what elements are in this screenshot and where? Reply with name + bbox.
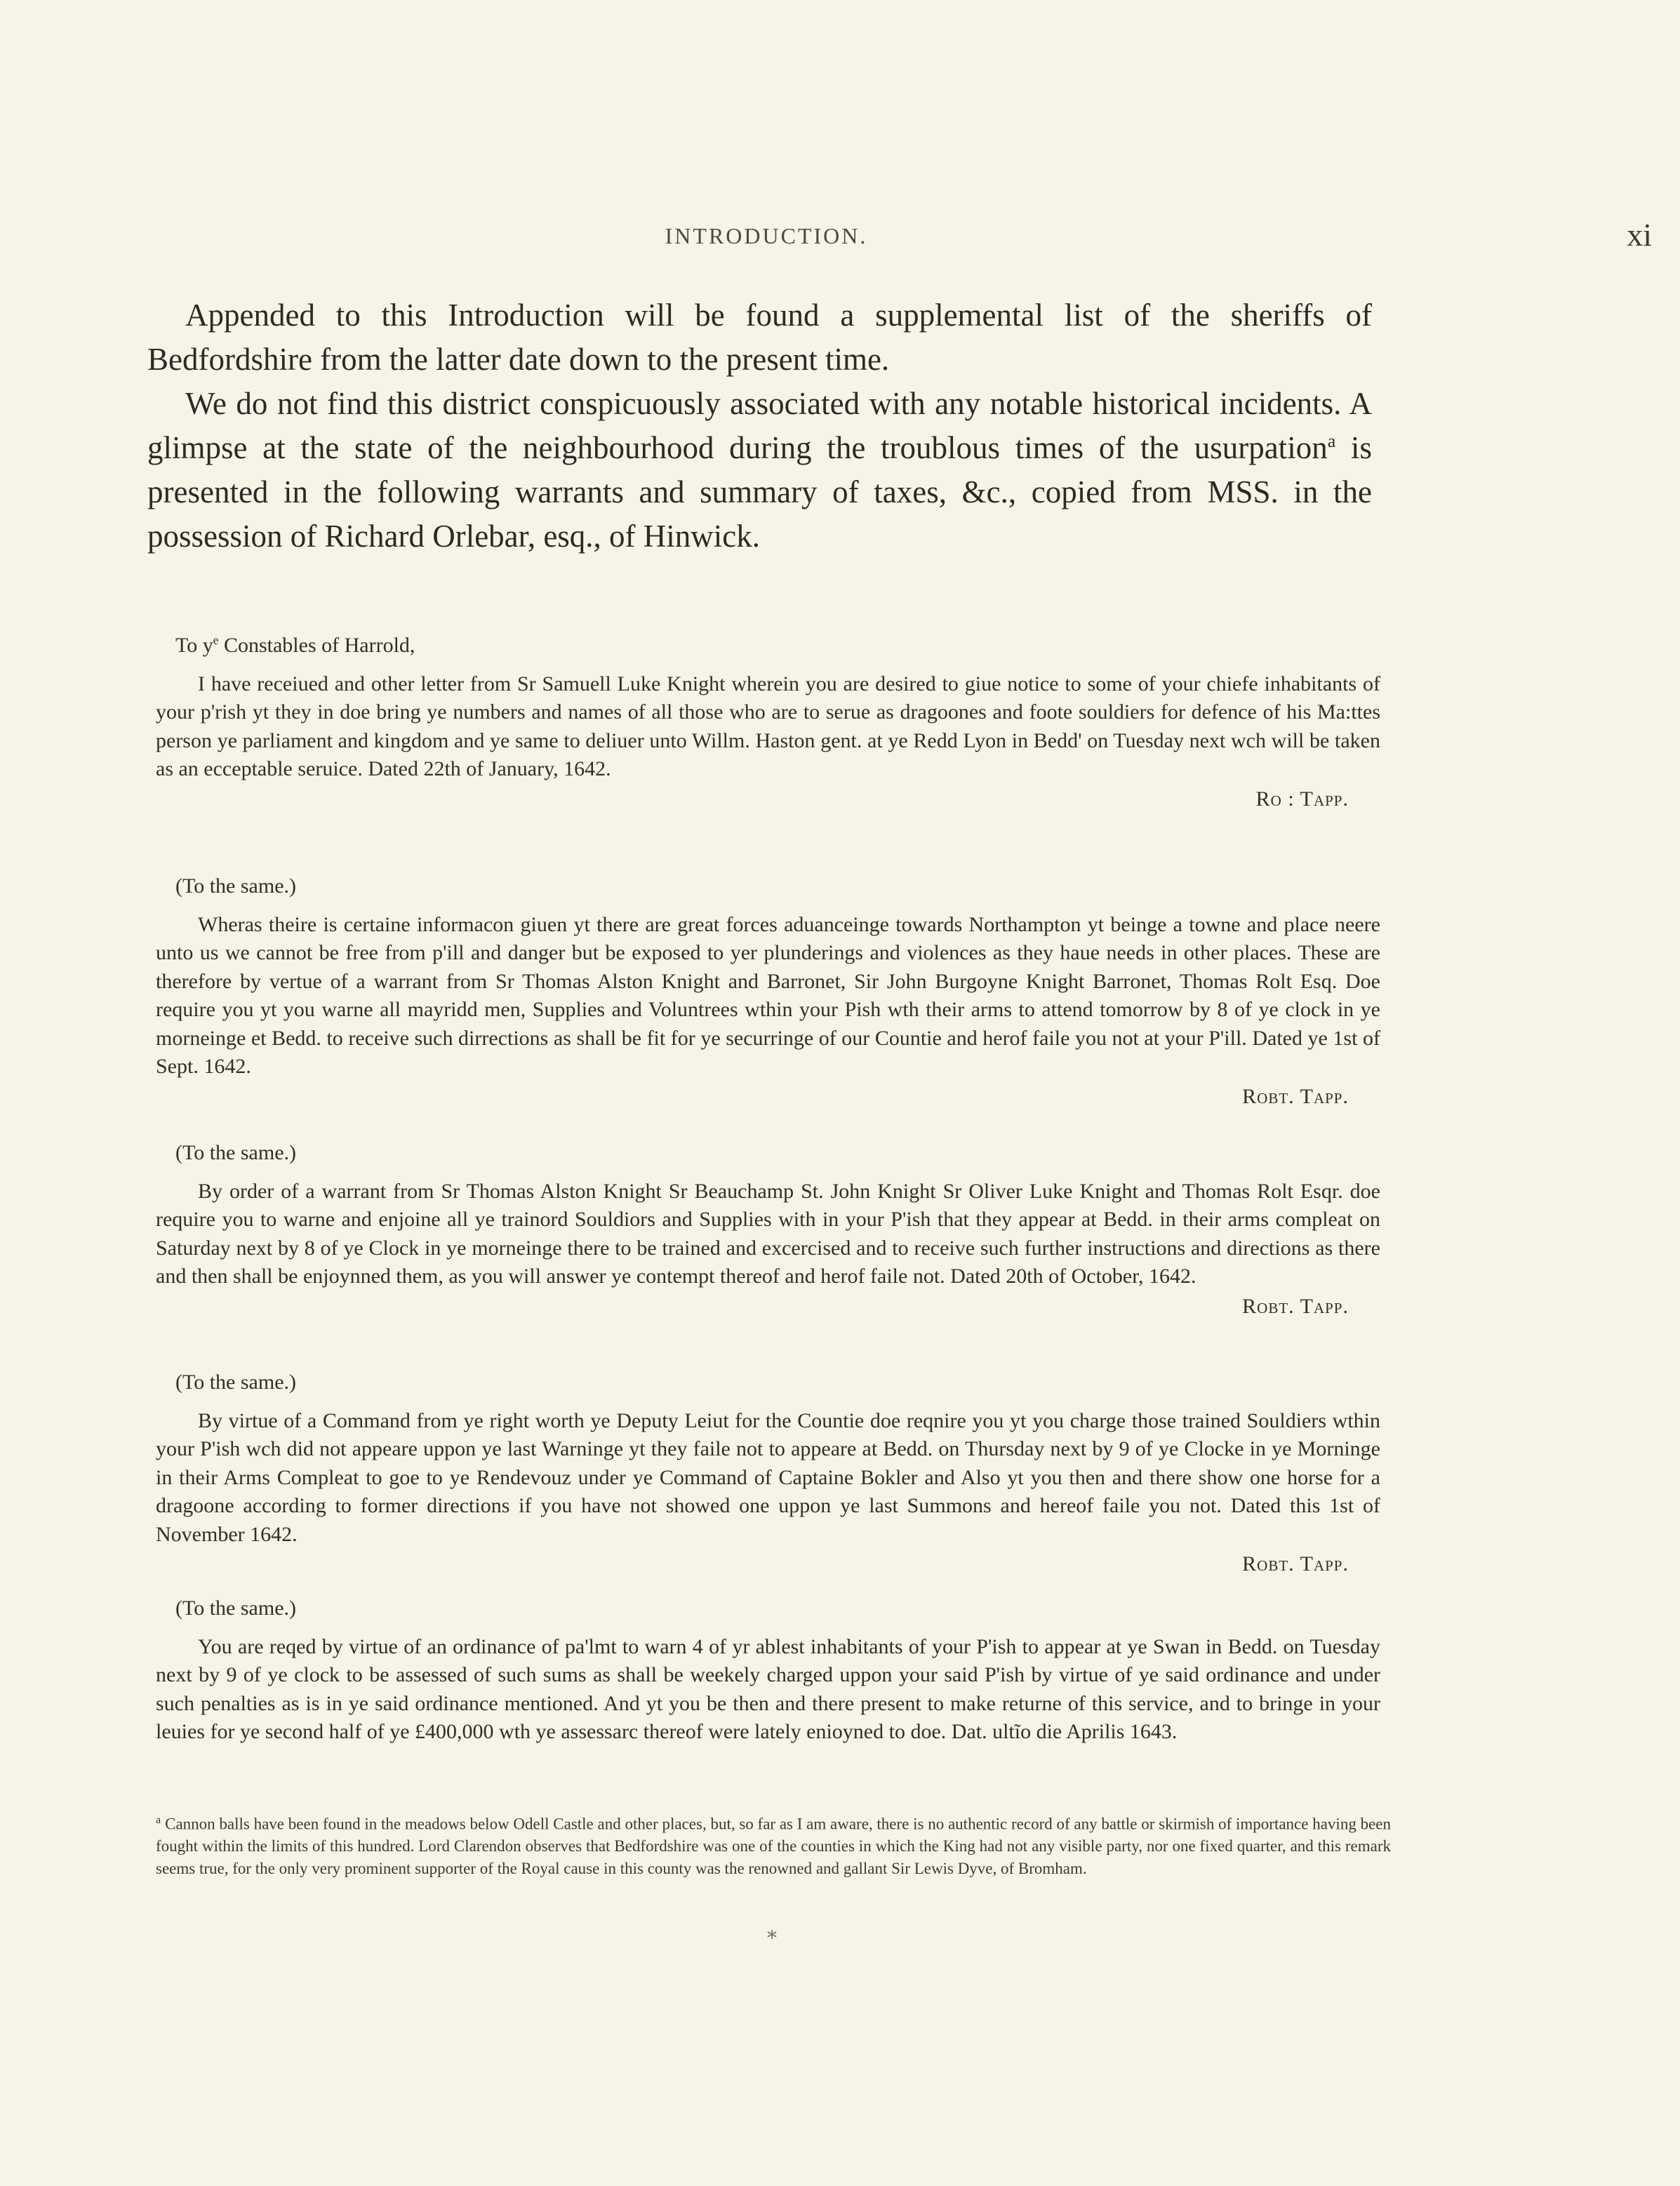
footnote-text: Cannon balls have been found in the meadows below Odell Castle and other places, but, so far as I am aware, there is no authentic record of any battle or skirmish of importance having been fought within the limits of this hundred. Lord Clarendon observes that Bedfordshire was one of the counties in which the King had not any visible party, nor one fixed quarter, and this remark seems true, for the only very prominent supporter of the Royal cause in this county was the renowned and gallant Sir Lewis Dyve, of Bromham.: [156, 1815, 1391, 1877]
warrant-5-text: You are reqed by virtue of an ordinance of pa'lmt to warn 4 of yr ablest inhabitants of your P'ish to appear at ye Swan in Bedd. on Tuesday next by 9 of ye clock to be assessed of such sums as shall be weekely charged uppon your said P'ish by virtue of ye said ordinance and under such penalties as is in ye said ordinance mentioned. And yt you be then and there present to make returne of this service, and to bringe in your leuies for ye second half of ye £400,000 wth ye assessarc thereof were lately enioyned to doe. Dat. ultĩo die Aprilis 1643.: [156, 1634, 1380, 1743]
page-number: xi: [1627, 217, 1652, 253]
intro-paragraph-2-text-a: We do not find this district conspicuously associated with any notable historical incidents. A glimpse at the state of the neighbourhood during the troublous times of the usurpation: [147, 386, 1372, 465]
warrant-5-heading: (To the same.): [175, 1597, 297, 1620]
footnote: [156, 1809, 1391, 1879]
warrant-1-heading-sup: e: [213, 633, 219, 647]
warrant-4-text: By virtue of a Command from ye right worth ye Deputy Leiut for the Countie doe reqnire you yt you charge those trained Souldiers wthin your P'ish wch did not appeare uppon ye last Warninge yt they faile not to appeare at Bedd. on Thursday next by 9 of ye Clocke in ye Morninge in their Arms Compleat to goe to ye Rendevouz under ye Command of Captaine Bokler and Also yt you then and there show one horse for a dragoone according to former directions if you have not showed one uppon ye last Summons and hereof faile you not. Dated this 1st of November 1642.: [156, 1408, 1380, 1546]
running-title: INTRODUCTION.: [665, 223, 868, 248]
warrant-2-heading: (To the same.): [175, 874, 297, 898]
warrant-2: [156, 872, 1380, 1111]
warrant-3-text: By order of a warrant from Sr Thomas Alston Knight Sr Beauchamp St. John Knight Sr Oliver Luke Knight and Thomas Rolt Esqr. doe require you to warne and enjoine all ye trainord Souldiors and Supplies with in your P'ish that they appear at Bedd. in their arms compleat on Saturday next by 8 of ye Clock in ye morneinge there to be trained and excercised and to receive such further instructions and directions as there and then shall be enjoynned them, as you will answer ye contempt thereof and herof faile not. Dated 20th of October, 1642.: [156, 1179, 1380, 1288]
warrant-4-signature: Robt. Tapp.: [1242, 1552, 1349, 1575]
footnote-reference: a: [1327, 431, 1336, 451]
warrant-1: [156, 632, 1380, 813]
signature-mark: *: [767, 1926, 777, 1950]
warrant-4-heading: (To the same.): [175, 1371, 297, 1394]
intro-paragraph-1-text: Appended to this Introduction will be found a supplemental list of the sheriffs of Bedfordshire from the latter date down to the present time.: [147, 298, 1372, 377]
footnote-mark: a: [156, 1814, 161, 1826]
warrant-1-heading-a: To y: [175, 634, 213, 657]
warrant-4: [156, 1368, 1380, 1579]
warrant-1-text: I have receiued and other letter from Sr Samuell Luke Knight wherein you are desired to giue notice to some of your chiefe inhabitants of your p'rish yt they in doe bring ye numbers and names of all those who are to serue as dragoones and foote souldiers for defence of his Ma:ttes person ye parliament and kingdom and ye same to deliuer unto Willm. Haston gent. at ye Redd Lyon in Bedd' on Tuesday next wch will be taken as an ecceptable seruice. Dated 22th of January, 1642.: [156, 672, 1380, 780]
warrant-1-heading: [175, 632, 1380, 660]
running-head: [147, 217, 1652, 258]
warrant-1-heading-b: Constables of Harrold,: [218, 634, 415, 657]
warrant-2-signature: Robt. Tapp.: [1242, 1084, 1349, 1108]
warrant-5: [156, 1594, 1380, 1747]
warrant-2-text: Wheras theire is certaine informacon giuen yt there are great forces aduanceinge towards Northampton yt beinge a towne and place neere unto us we cannot be free from p'ill and danger but be exposed to yer plunderings and violences as they haue needs in other places. These are therefore by vertue of a warrant from Sr Thomas Alston Knight and Barronet, Sir John Burgoyne Knight Barronet, Thomas Rolt Esq. Doe require you yt you warne all mayridd men, Supplies and Voluntrees wthin your Pish wth their arms to attend tomorrow by 8 of ye clock in ye morneinge et Bedd. to receive such dirrections as shall be fit for ye securringe of our Countie and herof faile you not at your P'ill. Dated ye 1st of Sept. 1642.: [156, 912, 1380, 1078]
intro-paragraph-2-text-b: is presented in the following warrants and summary of taxes, &c., copied from MSS. in the possession of Richard Orlebar, esq., of Hinwick.: [147, 430, 1373, 554]
intro-paragraph-1: [147, 293, 1372, 382]
intro-paragraph-2: [147, 382, 1372, 559]
introduction-text: [147, 293, 1372, 559]
warrant-3-heading: (To the same.): [175, 1141, 297, 1164]
warrant-1-signature: Ro : Tapp.: [1255, 787, 1349, 811]
warrant-3: [156, 1139, 1380, 1321]
warrant-3-signature: Robt. Tapp.: [1242, 1294, 1349, 1318]
